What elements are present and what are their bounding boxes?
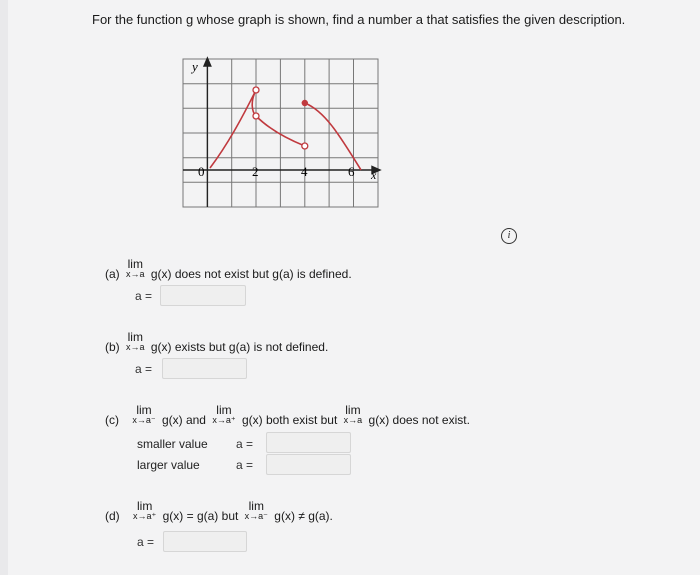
limit-symbol: lim: [216, 403, 232, 417]
smaller-value-label: smaller value: [137, 437, 208, 451]
function-graph: [180, 56, 385, 216]
part-b-answer-input[interactable]: [162, 358, 247, 379]
part-c-mid2: g(x) both exist but: [241, 413, 338, 427]
open-point-2-lower: [253, 113, 259, 119]
limit-symbol: lim: [136, 403, 152, 417]
limit-subscript-left: x→a⁻: [132, 415, 156, 425]
smaller-answer-label: a =: [236, 437, 254, 451]
part-d-answer-label: a =: [137, 535, 155, 549]
limit-subscript-left: x→a⁻: [244, 511, 268, 521]
part-b-answer-label: a =: [135, 362, 153, 376]
tick-label-6: 6: [348, 164, 355, 179]
part-a-tag: (a): [105, 267, 120, 281]
part-d-tag: (d): [105, 509, 120, 523]
limit-symbol: lim: [127, 257, 143, 271]
part-d-answer-input[interactable]: [163, 531, 247, 552]
limit-subscript: x→a: [343, 415, 363, 425]
smaller-value-input[interactable]: [266, 432, 351, 453]
limit-symbol: lim: [248, 499, 264, 513]
limit-subscript: x→a: [126, 342, 145, 352]
part-c-tail: g(x) does not exist.: [368, 413, 470, 427]
limit-subscript: x→a: [126, 269, 145, 279]
part-d-mid: g(x) = g(a) but: [162, 509, 239, 523]
info-icon[interactable]: i: [501, 228, 517, 244]
larger-answer-label: a =: [236, 458, 254, 472]
curve-segment-1: [210, 90, 256, 168]
limit-subscript-right: x→a⁺: [212, 415, 236, 425]
filled-point-4: [302, 100, 308, 106]
limit-symbol: lim: [136, 499, 153, 513]
larger-value-label: larger value: [137, 458, 200, 472]
limit-symbol: lim: [127, 330, 143, 344]
part-a: [105, 258, 352, 281]
part-c-mid: g(x) and: [161, 413, 206, 427]
curve-segment-2: [252, 90, 305, 146]
larger-value-input[interactable]: [266, 454, 351, 475]
part-b-tag: (b): [105, 340, 120, 354]
tick-label-0: 0: [198, 164, 205, 179]
open-point-4: [302, 143, 308, 149]
tick-label-4: 4: [301, 164, 308, 179]
part-a-answer-label: a =: [135, 289, 153, 303]
y-axis-label: y: [192, 59, 198, 74]
question-prompt: For the function g whose graph is shown, find a number a that satisfies the given description.: [92, 12, 626, 27]
part-b: [105, 331, 328, 354]
curve-segment-3: [305, 103, 361, 170]
x-axis-label: x: [371, 168, 377, 182]
part-b-text: g(x) exists but g(a) is not defined.: [150, 340, 329, 354]
part-d: [105, 500, 333, 523]
open-point-2-upper: [253, 87, 259, 93]
limit-symbol: lim: [345, 403, 361, 417]
limit-subscript-right: x→a⁺: [133, 511, 157, 521]
part-d-tail: g(x) ≠ g(a).: [274, 509, 333, 523]
tick-label-2: 2: [252, 164, 259, 179]
part-c: [105, 404, 470, 427]
part-a-answer-input[interactable]: [160, 285, 246, 306]
part-c-tag: (c): [105, 413, 119, 427]
part-a-text: g(x) does not exist but g(a) is defined.: [150, 267, 352, 281]
